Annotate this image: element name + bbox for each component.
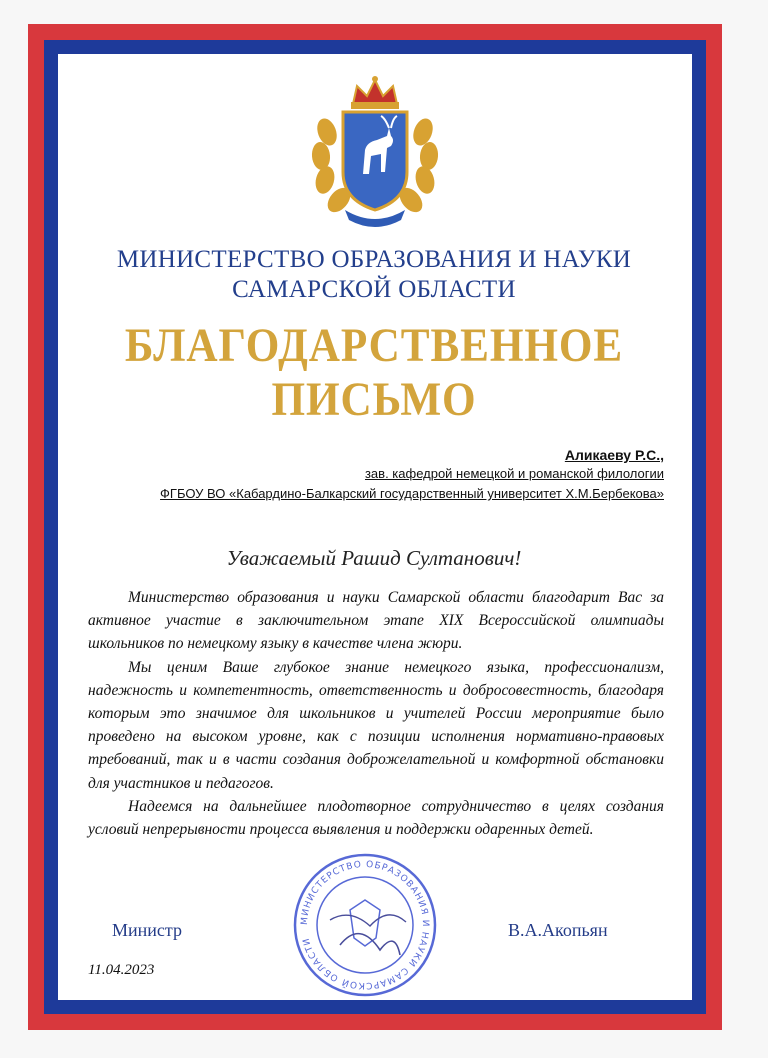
addressee-name: Аликаеву Р.С., — [564, 447, 664, 463]
seal-text: МИНИСТЕРСТВО ОБРАЗОВАНИЯ И НАУКИ САМАРСКОЙ ОБЛАСТИ — [299, 859, 431, 991]
samara-coat-of-arms-icon — [305, 72, 445, 232]
signer-name: В.А.Акопьян — [508, 920, 608, 940]
addressee-organization: ФГБОУ ВО «Кабардино-Балкарский государственный университет Х.М.Бербекова» — [160, 486, 664, 501]
paragraph-3: Надеемся на дальнейшее плодотворное сотрудничество в целях создания условий непрерывности процесса выявления и поддержки одаренных детей. — [88, 797, 664, 839]
document-date: 11.04.2023 — [88, 962, 155, 978]
letter-body — [88, 586, 664, 841]
paragraph-2: Мы ценим Ваше глубокое знание немецкого языка, профессионализм, надежность и компетентность, ответственность и добросовестность, благодаря которым это значимое для школьников и учителей России мероприятие было проведено на высоком уровне, как с позиции исполнения нормативно-правовых требований, так и в части создания доброжелательной и комфортной обстановки для участников и педагогов. — [88, 658, 664, 792]
official-seal-icon — [290, 850, 440, 1000]
paragraph-1: Министерство образования и науки Самарской области благодарит Вас за активное участие в заключительном этапе XIX Всероссийской олимпиады школьников по немецкому языку в качестве члена жюри. — [88, 589, 664, 653]
addressee-position: зав. кафедрой немецкой и романской филологии — [364, 466, 664, 481]
ministry-name-line2: САМАРСКОЙ ОБЛАСТИ — [232, 276, 516, 303]
greeting: Уважаемый Рашид Султанович! — [226, 546, 522, 570]
document-title-line1: БЛАГОДАРСТВЕННОЕ — [124, 319, 624, 372]
ministry-name-line1: МИНИСТЕРСТВО ОБРАЗОВАНИЯ И НАУКИ — [116, 246, 632, 273]
signer-position: Министр — [112, 920, 182, 940]
svg-text:МИНИСТЕРСТВО ОБРАЗОВАНИЯ И НАУ — [300, 860, 430, 990]
document-title-line2: ПИСЬМО — [271, 373, 477, 426]
